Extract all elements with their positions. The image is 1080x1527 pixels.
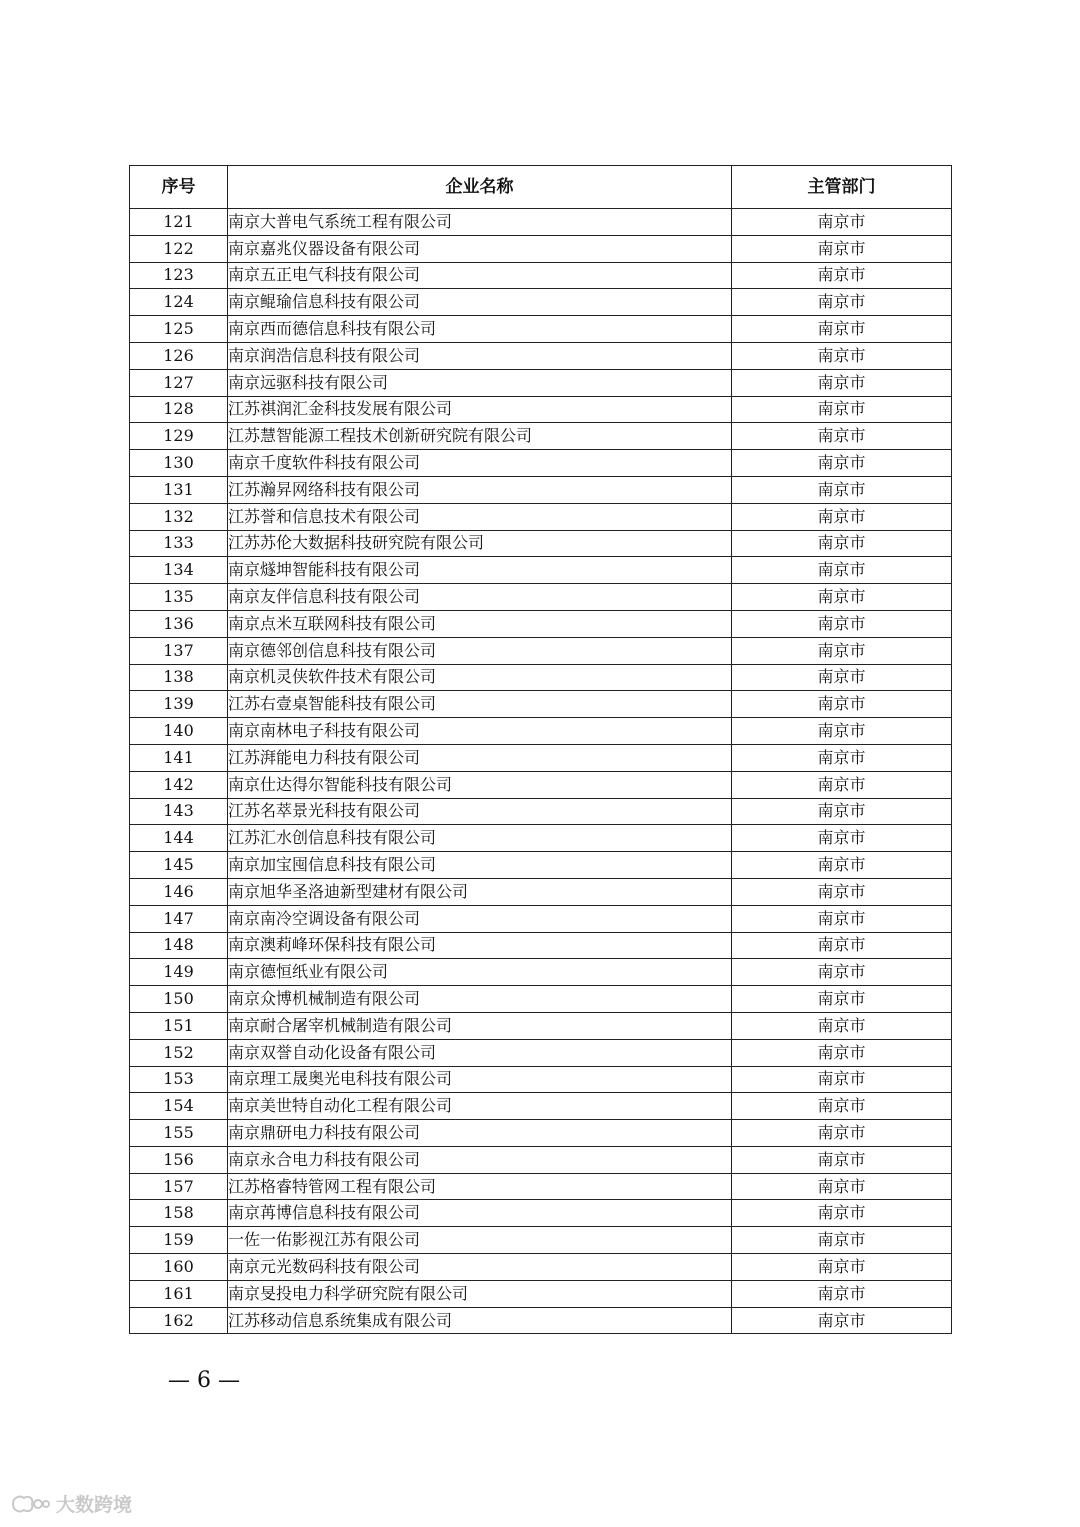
row-department: 南京市 [732,852,952,879]
row-enterprise-name: 南京友伴信息科技有限公司 [228,584,732,611]
row-enterprise-name: 江苏慧智能源工程技术创新研究院有限公司 [228,423,732,450]
row-department: 南京市 [732,825,952,852]
row-department: 南京市 [732,986,952,1013]
row-department: 南京市 [732,262,952,289]
row-enterprise-name: 南京元光数码科技有限公司 [228,1254,732,1281]
row-department: 南京市 [732,1066,952,1093]
row-enterprise-name: 南京南冷空调设备有限公司 [228,905,732,932]
row-department: 南京市 [732,235,952,262]
table-row [130,771,952,798]
row-department: 南京市 [732,316,952,343]
row-serial-number: 129 [130,423,228,450]
row-serial-number: 150 [130,986,228,1013]
row-enterprise-name: 南京耐合屠宰机械制造有限公司 [228,1012,732,1039]
row-serial-number: 159 [130,1227,228,1254]
row-serial-number: 127 [130,369,228,396]
table-row [130,316,952,343]
row-enterprise-name: 南京嘉兆仪器设备有限公司 [228,235,732,262]
row-department: 南京市 [732,718,952,745]
row-department: 南京市 [732,1307,952,1334]
row-enterprise-name: 江苏汇水创信息科技有限公司 [228,825,732,852]
row-department: 南京市 [732,1254,952,1281]
row-serial-number: 126 [130,342,228,369]
row-serial-number: 151 [130,1012,228,1039]
header-enterprise-name: 企业名称 [228,166,732,209]
row-enterprise-name: 南京旭华圣洛迪新型建材有限公司 [228,878,732,905]
table-row [130,1227,952,1254]
row-department: 南京市 [732,1093,952,1120]
row-serial-number: 162 [130,1307,228,1334]
row-serial-number: 138 [130,664,228,691]
watermark-text: 大数跨境 [56,1494,133,1516]
row-department: 南京市 [732,691,952,718]
row-enterprise-name: 江苏瀚昇网络科技有限公司 [228,476,732,503]
row-serial-number: 136 [130,610,228,637]
row-enterprise-name: 南京理工晟奥光电科技有限公司 [228,1066,732,1093]
row-enterprise-name: 江苏苏伦大数据科技研究院有限公司 [228,530,732,557]
row-enterprise-name: 江苏祺润汇金科技发展有限公司 [228,396,732,423]
row-enterprise-name: 南京永合电力科技有限公司 [228,1146,732,1173]
row-serial-number: 148 [130,932,228,959]
row-enterprise-name: 南京远驱科技有限公司 [228,369,732,396]
row-department: 南京市 [732,1039,952,1066]
table-row [130,342,952,369]
table-row [130,664,952,691]
row-department: 南京市 [732,878,952,905]
table-row [130,637,952,664]
row-serial-number: 143 [130,798,228,825]
row-enterprise-name: 南京鼎研电力科技有限公司 [228,1120,732,1147]
row-serial-number: 142 [130,771,228,798]
row-enterprise-name: 南京德恒纸业有限公司 [228,959,732,986]
table-row [130,396,952,423]
table-row [130,932,952,959]
table-row [130,450,952,477]
row-enterprise-name: 江苏右壹桌智能科技有限公司 [228,691,732,718]
row-enterprise-name: 南京西而德信息科技有限公司 [228,316,732,343]
table-row [130,584,952,611]
row-department: 南京市 [732,771,952,798]
row-serial-number: 121 [130,209,228,236]
enterprise-table [129,165,952,1334]
row-department: 南京市 [732,664,952,691]
row-department: 南京市 [732,369,952,396]
table-row [130,852,952,879]
table-row [130,959,952,986]
row-serial-number: 155 [130,1120,228,1147]
table-row [130,423,952,450]
row-serial-number: 153 [130,1066,228,1093]
row-serial-number: 157 [130,1173,228,1200]
row-serial-number: 135 [130,584,228,611]
row-department: 南京市 [732,1280,952,1307]
row-department: 南京市 [732,1120,952,1147]
row-department: 南京市 [732,476,952,503]
row-enterprise-name: 江苏誉和信息技术有限公司 [228,503,732,530]
row-enterprise-name: 南京千度软件科技有限公司 [228,450,732,477]
row-enterprise-name: 江苏格睿特管网工程有限公司 [228,1173,732,1200]
row-enterprise-name: 南京润浩信息科技有限公司 [228,342,732,369]
row-serial-number: 134 [130,557,228,584]
row-enterprise-name: 江苏名萃景光科技有限公司 [228,798,732,825]
page-number: — 6 — [168,1368,240,1393]
table-row [130,798,952,825]
row-enterprise-name: 南京机灵侠软件技术有限公司 [228,664,732,691]
row-serial-number: 131 [130,476,228,503]
table-row [130,557,952,584]
table-row [130,610,952,637]
row-enterprise-name: 南京德邻创信息科技有限公司 [228,637,732,664]
row-department: 南京市 [732,530,952,557]
row-enterprise-name: 南京澳莉峰环保科技有限公司 [228,932,732,959]
row-department: 南京市 [732,1012,952,1039]
row-serial-number: 158 [130,1200,228,1227]
row-serial-number: 139 [130,691,228,718]
table-row [130,1012,952,1039]
wechat-logo-icon [10,1492,50,1516]
row-serial-number: 152 [130,1039,228,1066]
row-serial-number: 147 [130,905,228,932]
table-row [130,1146,952,1173]
row-department: 南京市 [732,959,952,986]
row-enterprise-name: 江苏湃能电力科技有限公司 [228,744,732,771]
row-serial-number: 123 [130,262,228,289]
row-department: 南京市 [732,798,952,825]
table-row [130,1066,952,1093]
row-department: 南京市 [732,209,952,236]
row-department: 南京市 [732,1173,952,1200]
table-header-row [130,166,952,209]
table-row [130,289,952,316]
row-serial-number: 154 [130,1093,228,1120]
row-department: 南京市 [732,396,952,423]
row-serial-number: 145 [130,852,228,879]
table-row [130,1254,952,1281]
row-department: 南京市 [732,423,952,450]
watermark [10,1490,132,1517]
row-department: 南京市 [732,610,952,637]
table-row [130,878,952,905]
row-enterprise-name: 南京燧坤智能科技有限公司 [228,557,732,584]
row-enterprise-name: 南京点米互联网科技有限公司 [228,610,732,637]
row-department: 南京市 [732,932,952,959]
row-serial-number: 144 [130,825,228,852]
row-department: 南京市 [732,1200,952,1227]
row-department: 南京市 [732,637,952,664]
table-row [130,209,952,236]
table-row [130,1120,952,1147]
table-row [130,503,952,530]
row-serial-number: 160 [130,1254,228,1281]
table-row [130,369,952,396]
row-serial-number: 140 [130,718,228,745]
header-serial-number: 序号 [130,166,228,209]
row-enterprise-name: 南京大普电气系统工程有限公司 [228,209,732,236]
row-enterprise-name: 南京双誉自动化设备有限公司 [228,1039,732,1066]
table-row [130,1307,952,1334]
row-enterprise-name: 一佐一佑影视江苏有限公司 [228,1227,732,1254]
row-enterprise-name: 南京美世特自动化工程有限公司 [228,1093,732,1120]
row-enterprise-name: 南京旻投电力科学研究院有限公司 [228,1280,732,1307]
row-serial-number: 124 [130,289,228,316]
row-serial-number: 161 [130,1280,228,1307]
row-department: 南京市 [732,557,952,584]
row-serial-number: 132 [130,503,228,530]
row-enterprise-name: 南京鲲瑜信息科技有限公司 [228,289,732,316]
row-serial-number: 128 [130,396,228,423]
row-serial-number: 130 [130,450,228,477]
row-department: 南京市 [732,289,952,316]
row-serial-number: 122 [130,235,228,262]
row-serial-number: 146 [130,878,228,905]
table-row [130,1200,952,1227]
row-enterprise-name: 南京苒博信息科技有限公司 [228,1200,732,1227]
row-department: 南京市 [732,503,952,530]
table-row [130,905,952,932]
table-row [130,691,952,718]
row-enterprise-name: 江苏移动信息系统集成有限公司 [228,1307,732,1334]
table-row [130,476,952,503]
row-serial-number: 125 [130,316,228,343]
row-department: 南京市 [732,1227,952,1254]
row-serial-number: 133 [130,530,228,557]
row-enterprise-name: 南京加宝囤信息科技有限公司 [228,852,732,879]
table-row [130,1280,952,1307]
table-row [130,1039,952,1066]
row-enterprise-name: 南京仕达得尔智能科技有限公司 [228,771,732,798]
table-row [130,986,952,1013]
row-serial-number: 137 [130,637,228,664]
row-department: 南京市 [732,744,952,771]
row-serial-number: 149 [130,959,228,986]
header-department: 主管部门 [732,166,952,209]
table-row [130,262,952,289]
table-row [130,744,952,771]
row-department: 南京市 [732,584,952,611]
table-row [130,530,952,557]
row-serial-number: 156 [130,1146,228,1173]
table-row [130,825,952,852]
table-row [130,718,952,745]
row-enterprise-name: 南京南林电子科技有限公司 [228,718,732,745]
row-department: 南京市 [732,905,952,932]
row-enterprise-name: 南京众博机械制造有限公司 [228,986,732,1013]
row-department: 南京市 [732,450,952,477]
row-enterprise-name: 南京五正电气科技有限公司 [228,262,732,289]
table-row [130,1093,952,1120]
row-department: 南京市 [732,1146,952,1173]
row-department: 南京市 [732,342,952,369]
table-row [130,235,952,262]
row-serial-number: 141 [130,744,228,771]
table-row [130,1173,952,1200]
